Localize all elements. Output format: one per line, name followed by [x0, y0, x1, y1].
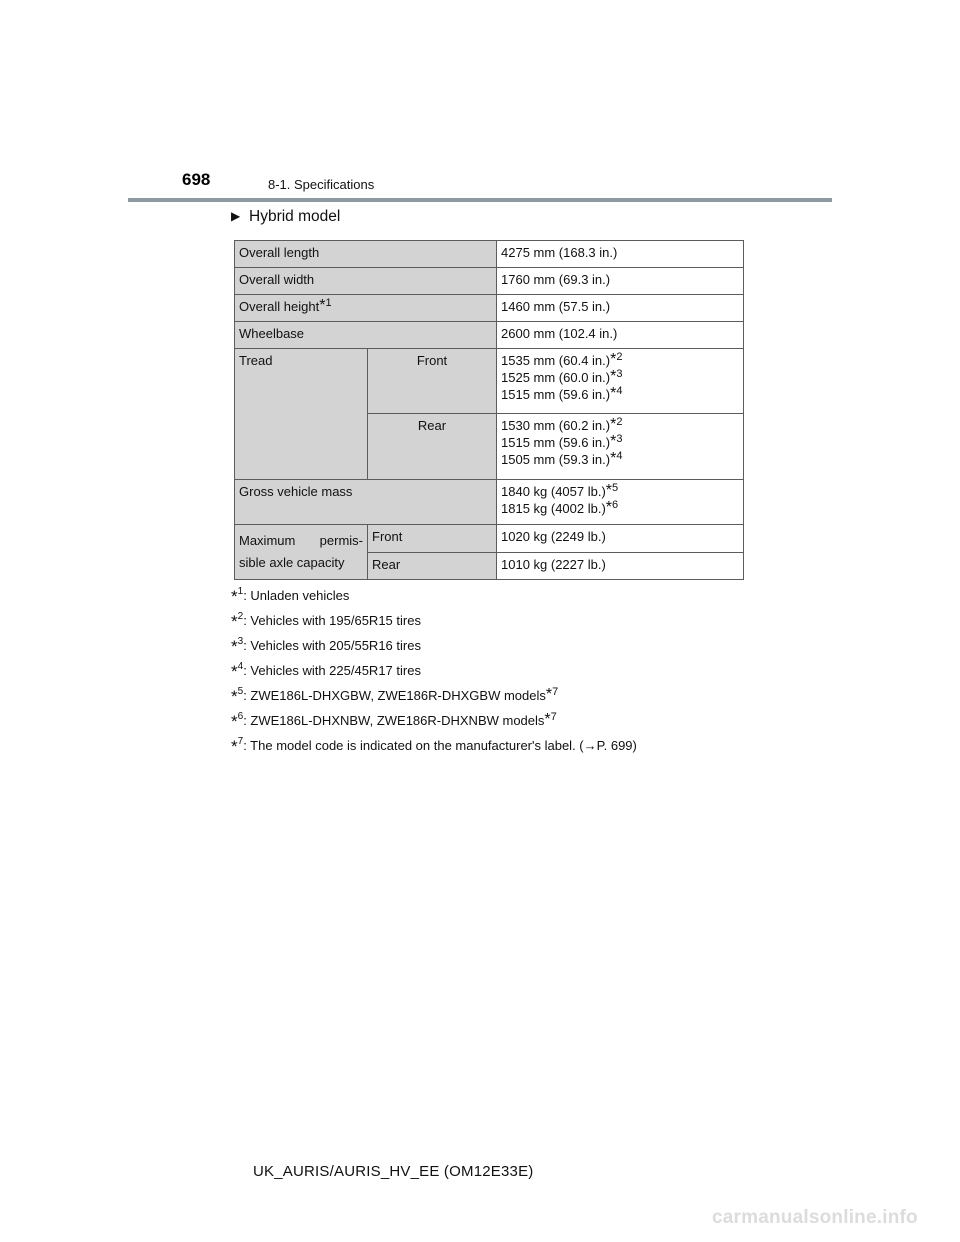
overall-height-label: Overall height — [239, 299, 320, 314]
value-line: 1515 mm (59.6 in.)$^{*3}$ — [501, 432, 623, 450]
overall-height-value: 1460 mm (57.5 in.) — [497, 295, 744, 322]
value-line: 1840 kg (4057 lb.)$^{*5}$ — [501, 481, 619, 499]
footnote: *$^4$: Vehicles with 225/45R17 tires — [231, 661, 421, 681]
table-row — [235, 241, 744, 268]
value-line: 1530 mm (60.2 in.)$^{*2}$ — [501, 415, 623, 433]
overall-width-value: 1760 mm (69.3 in.) — [497, 268, 744, 295]
overall-length-value: 4275 mm (168.3 in.) — [497, 241, 744, 268]
table-row — [235, 295, 744, 322]
wheelbase-value: 2600 mm (102.4 in.) — [497, 322, 744, 349]
subheading-text: Hybrid model — [249, 208, 341, 225]
overall-length-label: Overall length — [235, 241, 497, 268]
value-line: 1535 mm (60.4 in.)$^{*2}$ — [501, 350, 623, 368]
gross-vehicle-mass-values — [497, 480, 744, 525]
axle-capacity-label-line: sible axle capacity — [239, 555, 345, 570]
axle-rear-label: Rear — [368, 553, 497, 580]
footnote: *$^6$: ZWE186L-DHXNBW, ZWE186R-DHXNBW models$^{*7}$ — [231, 710, 557, 731]
axle-capacity-label-line: Maximum permis- — [239, 533, 363, 548]
tread-label: Tread — [235, 349, 368, 480]
value-line: 1515 mm (59.6 in.)$^{*4}$ — [501, 384, 623, 402]
document-code: UK_AURIS/AURIS_HV_EE (OM12E33E) — [253, 1163, 534, 1180]
value-line: 1525 mm (60.0 in.)$^{*3}$ — [501, 367, 623, 385]
footnote: *$^3$: Vehicles with 205/55R16 tires — [231, 636, 421, 656]
overall-width-label: Overall width — [235, 268, 497, 295]
footnote: *$^7$: The model code is indicated on the manufacturer's label. (→P. 699) — [231, 736, 637, 756]
specifications-table — [234, 240, 744, 580]
footnote: *$^1$: Unladen vehicles — [231, 586, 350, 606]
subheading — [231, 208, 340, 226]
gross-vehicle-mass-label: Gross vehicle mass — [235, 480, 497, 525]
header-rule — [128, 198, 832, 202]
overall-height-label-cell: Overall height$^{*1}$ — [235, 295, 497, 322]
axle-capacity-label — [235, 525, 368, 580]
footnote: *$^5$: ZWE186L-DHXGBW, ZWE186R-DHXGBW models$^{*7}$ — [231, 685, 559, 706]
axle-front-label: Front — [368, 525, 497, 553]
footnotes — [231, 586, 637, 761]
tread-front-label: Front — [368, 349, 497, 414]
wheelbase-label: Wheelbase — [235, 322, 497, 349]
footnote-ref: 1 — [325, 296, 332, 309]
tread-rear-values — [497, 414, 744, 480]
axle-front-value: 1020 kg (2249 lb.) — [497, 525, 744, 553]
table-row — [235, 268, 744, 295]
page-number: 698 — [182, 170, 211, 189]
value-line: 1505 mm (59.3 in.)$^{*4}$ — [501, 449, 623, 467]
triangle-right-icon: ▶ — [231, 209, 241, 223]
tread-front-values — [497, 349, 744, 414]
table-row — [235, 525, 744, 553]
table-row — [235, 349, 744, 414]
section-title: 8-1. Specifications — [268, 177, 375, 192]
table-row — [235, 322, 744, 349]
axle-rear-value: 1010 kg (2227 lb.) — [497, 553, 744, 580]
watermark: carmanualsonline.info — [712, 1207, 918, 1228]
value-line: 1815 kg (4002 lb.)$^{*6}$ — [501, 498, 619, 516]
tread-rear-label: Rear — [368, 414, 497, 480]
table-row — [235, 480, 744, 525]
footnote: *$^2$: Vehicles with 195/65R15 tires — [231, 611, 421, 631]
